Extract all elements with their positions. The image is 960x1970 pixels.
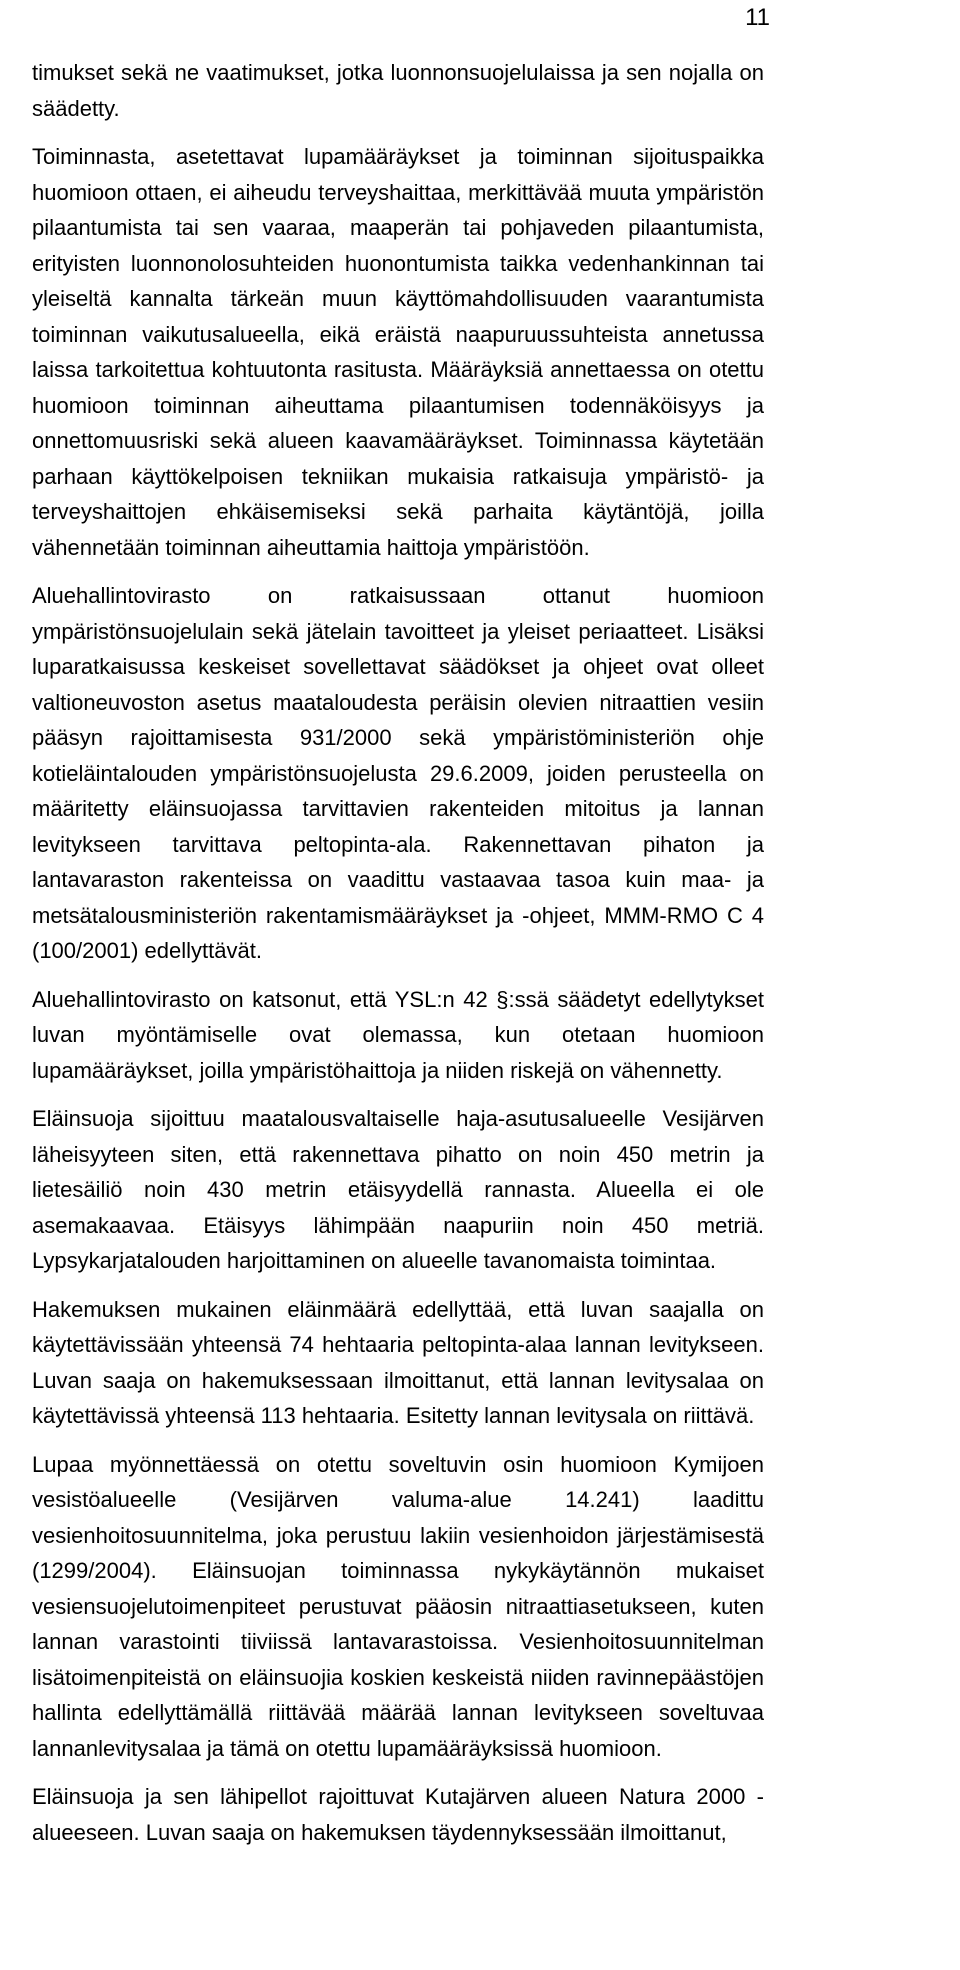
paragraph-2: Toiminnasta, asetettavat lupamääräykset ja toiminnan sijoituspaikka huomioon ottaen, ei aiheudu terveyshaittaa, merkittävää muuta ympäristön pilaantumista tai sen vaaraa, maaperän tai pohjaveden pilaantumista, erityisten luonnonolosuhteiden huonontumista taikka vedenhankinnan tai yleiseltä kannalta tärkeän muun käyttömahdollisuuden vaarantumista toiminnan vaikutusalueella, eikä eräistä naapuruussuhteista annetussa laissa tarkoitettua kohtuutonta rasitusta. Määräyksiä annettaessa on otettu huomioon toiminnan aiheuttama pilaantumisen todennäköisyys ja onnettomuusriski sekä alueen kaavamääräykset. Toiminnassa käytetään parhaan käyttökelpoisen tekniikan mukaisia ratkaisuja ympäristö- ja terveyshaittojen ehkäisemiseksi sekä parhaita käytäntöjä, joilla vähennetään toiminnan aiheuttamia haittoja ympäristöön.	[32, 144, 764, 560]
paragraph-6: Hakemuksen mukainen eläinmäärä edellyttää, että luvan saajalla on käytettävissään yhteensä 74 hehtaaria peltopinta-alaa lannan levitykseen. Luvan saaja on hakemuksessaan ilmoittanut, että lannan levitysalaa on käytettävissä yhteensä 113 hehtaaria. Esitetty lannan levitysala on riittävä.	[32, 1296, 764, 1428]
paragraph-3: Aluehallintovirasto on ratkaisussaan ottanut huomioon ympäristönsuojelulain sekä jätelain tavoitteet ja yleiset periaatteet. Lisäksi luparatkaisussa keskeiset sovellettavat säädökset ja ohjeet ovat olleet valtioneuvoston asetus maataloudesta peräisin olevien nitraattien vesiin pääsyn rajoittamisesta 931/2000 sekä ympäristöministeriön ohje kotieläintalouden ympäristönsuojelusta 29.6.2009, joiden perusteella on määritetty eläinsuojassa tarvittavien rakenteiden mitoitus ja lannan levitykseen tarvittava peltopinta-ala. Rakennettavan pihaton ja lantavaraston rakenteissa on vaadittu vastaavaa tasoa kuin maa- ja metsätalousministeriön rakentamismääräykset ja -ohjeet, MMM-RMO C 4 (100/2001) edellyttävät.	[32, 583, 764, 963]
paragraph-1: timukset sekä ne vaatimukset, jotka luonnonsuojelulaissa ja sen nojalla on säädetty.	[32, 60, 764, 121]
page-number: 11	[745, 4, 770, 31]
paragraph-4: Aluehallintovirasto on katsonut, että YSL:n 42 §:ssä säädetyt edellytykset luvan myöntämiselle ovat olemassa, kun otetaan huomioon lupamääräykset, joilla ympäristöhaittoja ja niiden riskejä on vähennetty.	[32, 986, 764, 1083]
paragraph-7: Lupaa myönnettäessä on otettu soveltuvin osin huomioon Kymijoen vesistöalueelle (Vesijärven valuma-alue 14.241) laadittu vesienhoitosuunnitelma, joka perustuu lakiin vesienhoidon järjestämisestä (1299/2004). Eläinsuojan toiminnassa nykykäytännön mukaiset vesiensuojelutoimenpiteet perustuvat pääosin nitraattiasetukseen, kuten lannan varastointi tiiviissä lantavarastoissa. Vesienhoitosuunnitelman lisätoimenpiteistä on eläinsuojia koskien keskeistä niiden ravinnepäästöjen hallinta edellyttämällä riittävää määrää lannan levitykseen soveltuvaa lannanlevitysalaa ja tämä on otettu lupamääräyksissä huomioon.	[32, 1451, 764, 1761]
paragraph-8: Eläinsuoja ja sen lähipellot rajoittuvat Kutajärven alueen Natura 2000 -alueeseen. Luvan saaja on hakemuksen täydennyksessään ilmoittanut,	[32, 1784, 764, 1845]
document-body	[32, 55, 764, 1863]
paragraph-5: Eläinsuoja sijoittuu maatalousvaltaiselle haja-asutusalueelle Vesijärven läheisyyteen siten, että rakennettava pihatto on noin 450 metrin ja lietesäiliö noin 430 metrin etäisyydellä rannasta. Alueella ei ole asemakaavaa. Etäisyys lähimpään naapuriin noin 450 metriä. Lypsykarjatalouden harjoittaminen on alueelle tavanomaista toimintaa.	[32, 1106, 764, 1273]
